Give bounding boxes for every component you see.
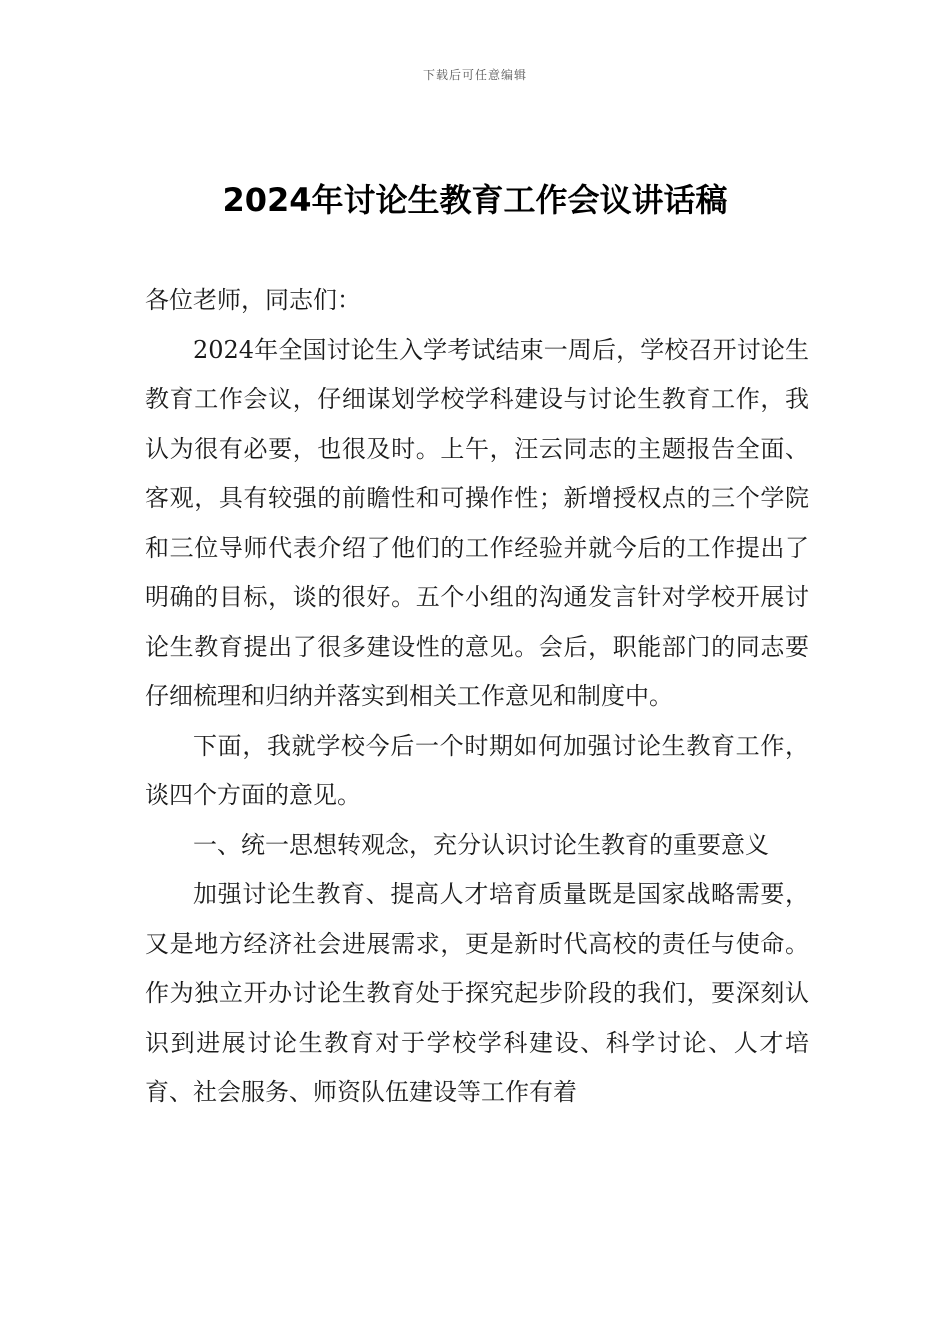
- document-body: [145, 276, 809, 1118]
- section-heading-1: 一、统一思想转观念，充分认识讨论生教育的重要意义: [193, 830, 769, 859]
- paragraph-section-1: 加强讨论生教育、提高人才培育质量既是国家战略需要，又是地方经济社会进展需求，更是新时代高校的责任与使命。作为独立开办讨论生教育处于探究起步阶段的我们，要深刻认识到进展讨论生教育对于学校学科建设、科学讨论、人才培育、社会服务、师资队伍建设等工作有着: [145, 880, 809, 1106]
- header-note: 下载后可任意编辑: [422, 68, 527, 82]
- paragraph-intro: 2024年全国讨论生入学考试结束一周后，学校召开讨论生教育工作会议，仔细谋划学校学科建设与讨论生教育工作，我认为很有必要，也很及时。上午，汪云同志的主题报告全面、客观，具有较强的前瞻性和可操作性；新增授权点的三个学院和三位导师代表介绍了他们的工作经验并就今后的工作提出了明确的目标，谈的很好。五个小组的沟通发言针对学校开展讨论生教育提出了很多建设性的意见。会后，职能部门的同志要仔细梳理和归纳并落实到相关工作意见和制度中。: [145, 335, 809, 710]
- salutation: 各位老师，同志们：: [145, 286, 361, 314]
- document-title: 2024年讨论生教育工作会议讲话稿: [222, 181, 728, 219]
- paragraph-transition: 下面，我就学校今后一个时期如何加强讨论生教育工作，谈四个方面的意见。: [145, 731, 809, 809]
